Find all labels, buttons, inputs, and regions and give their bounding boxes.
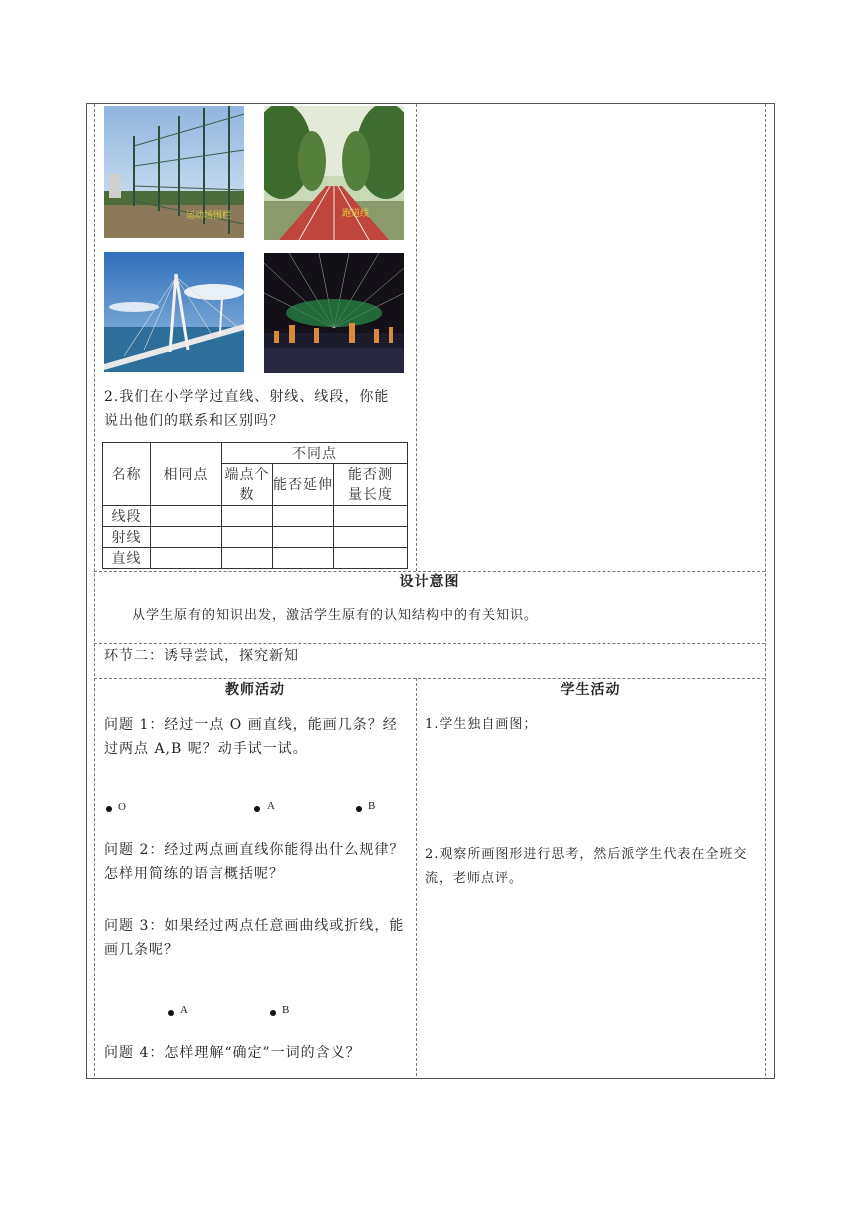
header-same: 相同点: [151, 443, 222, 506]
student-step-2: 2.观察所画图形进行思考，然后派学生代表在全班交流，老师点评。: [425, 847, 748, 886]
point-a-label: A: [267, 800, 275, 812]
header-endpoints: 端点个数: [222, 464, 273, 506]
question-2-text: 2.我们在小学学过直线、射线、线段，你能说出他们的联系和区别吗？: [104, 389, 390, 429]
section-2-title: 环节二：诱导尝试，探究新知: [104, 648, 299, 664]
header-name: 名称: [103, 443, 151, 506]
bridge-photo: [104, 252, 244, 372]
point-a2-label: A: [180, 1004, 188, 1016]
fence-photo-caption: 运动场围栏: [186, 211, 232, 221]
header-measure: 能否测量长度: [334, 464, 408, 506]
line-comparison-table: [102, 442, 408, 569]
track-photo: [264, 106, 404, 240]
header-diff: 不同点: [222, 443, 408, 464]
point-o-label: O: [118, 801, 126, 813]
design-intent-title: 设计意图: [399, 574, 460, 590]
student-step-1: 1.学生独自画图；: [425, 717, 538, 732]
inner-right-border: [765, 104, 766, 1076]
fence-photo: [104, 106, 244, 238]
row-label-line: 直线: [103, 548, 151, 569]
question-4-text: 问题 4：怎样理解“确定”一词的含义？: [104, 1045, 361, 1061]
bottom-column-divider: [416, 678, 417, 1076]
point-a-dot: [254, 806, 260, 812]
row-label-ray: 射线: [103, 527, 151, 548]
top-column-divider: [416, 104, 417, 571]
header-extend: 能否延伸: [273, 464, 334, 506]
question-2b-text: 问题 2：经过两点画直线你能得出什么规律？怎样用简练的语言概括呢？: [104, 842, 405, 882]
point-b-label: B: [368, 800, 376, 812]
track-photo-caption: 跑道线: [342, 209, 370, 219]
point-a2-dot: [168, 1010, 174, 1016]
point-b2-dot: [270, 1010, 276, 1016]
teacher-activity-title: 教师活动: [225, 682, 285, 698]
question-1-text: 问题 1：经过一点 O 画直线，能画几条？经过两点 A,B 呢？动手试一试。: [104, 717, 398, 757]
point-b-dot: [356, 806, 362, 812]
student-activity-title: 学生活动: [560, 682, 621, 698]
point-o-dot: [106, 806, 112, 812]
question-3-text: 问题 3：如果经过两点任意画曲线或折线，能画几条呢？: [104, 918, 405, 958]
point-b2-label: B: [282, 1004, 290, 1016]
row-label-segment: 线段: [103, 506, 151, 527]
laser-photo: [264, 253, 404, 373]
design-intent-text: 从学生原有的知识出发，激活学生原有的认知结构中的有关知识。: [132, 608, 539, 623]
